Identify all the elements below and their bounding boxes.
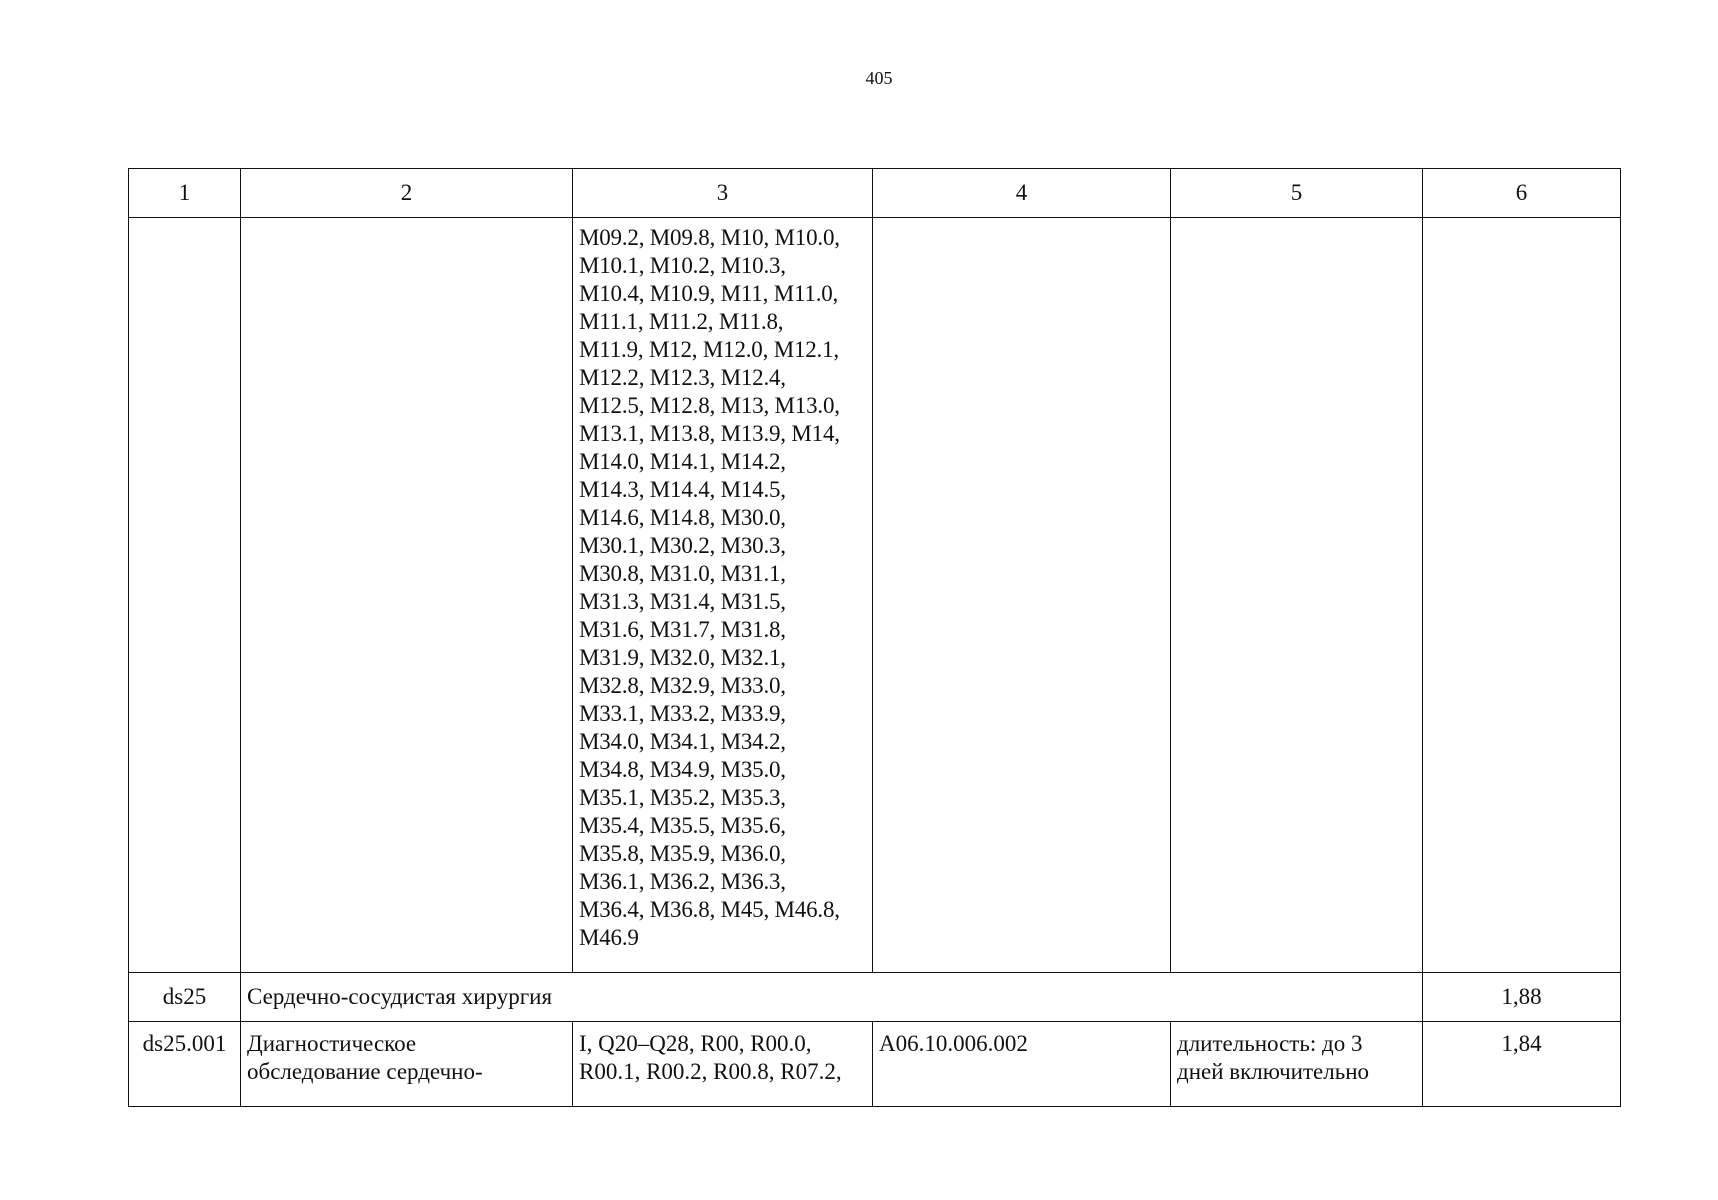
item-criteria: [1171, 1022, 1423, 1107]
diagnosis-code-line: M36.1, M36.2, M36.3,: [579, 869, 786, 894]
diagnosis-code-line: M31.6, M31.7, M31.8,: [579, 617, 786, 642]
diagnosis-code-line: M33.1, M33.2, M33.9,: [579, 701, 786, 726]
item-service-code: A06.10.006.002: [873, 1022, 1171, 1107]
table-row: [129, 1022, 1621, 1107]
diagnosis-code-line: M09.2, M09.8, M10, M10.0,: [579, 225, 840, 250]
tariff-table: [128, 168, 1621, 1107]
diagnosis-code-line: M35.8, M35.9, M36.0,: [579, 841, 786, 866]
empty-cell: [873, 218, 1171, 973]
column-header-3: 3: [573, 169, 873, 218]
section-name: Сердечно-сосудистая хирургия: [241, 973, 1423, 1022]
diagnosis-codes-cell: [573, 218, 873, 973]
section-row: [129, 973, 1621, 1022]
diagnosis-codes-list: [579, 224, 866, 952]
diagnosis-code-line: M11.1, M11.2, M11.8,: [579, 309, 784, 334]
item-diagnosis-line: R00.1, R00.2, R00.8, R07.2,: [579, 1059, 842, 1084]
item-name-line: Диагностическое: [247, 1031, 417, 1056]
item-criteria-line: длительность: до 3: [1177, 1031, 1363, 1056]
diagnosis-code-line: M31.3, M31.4, M31.5,: [579, 589, 786, 614]
empty-cell: [241, 218, 573, 973]
diagnosis-code-line: M36.4, M36.8, M45, M46.8,: [579, 897, 840, 922]
column-header-6: 6: [1423, 169, 1621, 218]
item-diagnosis-line: I, Q20–Q28, R00, R00.0,: [579, 1031, 812, 1056]
section-coefficient: 1,88: [1423, 973, 1621, 1022]
diagnosis-code-line: M12.2, M12.3, M12.4,: [579, 365, 786, 390]
empty-cell: [129, 218, 241, 973]
diagnosis-code-line: M14.3, M14.4, M14.5,: [579, 477, 786, 502]
diagnosis-code-line: M46.9: [579, 925, 639, 950]
diagnosis-code-line: M10.1, M10.2, M10.3,: [579, 253, 786, 278]
diagnosis-code-line: M14.0, M14.1, M14.2,: [579, 449, 786, 474]
item-code: ds25.001: [129, 1022, 241, 1107]
diagnosis-code-line: M13.1, M13.8, M13.9, M14,: [579, 421, 840, 446]
diagnosis-code-line: M34.8, M34.9, M35.0,: [579, 757, 786, 782]
diagnosis-code-line: M35.1, M35.2, M35.3,: [579, 785, 786, 810]
item-criteria-line: дней включительно: [1177, 1059, 1370, 1084]
empty-cell: [1423, 218, 1621, 973]
diagnosis-code-line: M30.1, M30.2, M30.3,: [579, 533, 786, 558]
empty-cell: [1171, 218, 1423, 973]
table-row: [129, 218, 1621, 973]
diagnosis-code-line: M12.5, M12.8, M13, M13.0,: [579, 393, 840, 418]
section-code: ds25: [129, 973, 241, 1022]
column-header-5: 5: [1171, 169, 1423, 218]
diagnosis-code-line: M14.6, M14.8, M30.0,: [579, 505, 786, 530]
diagnosis-code-line: M10.4, M10.9, M11, M11.0,: [579, 281, 839, 306]
page-number: 405: [865, 68, 893, 88]
diagnosis-code-line: M32.8, M32.9, M33.0,: [579, 673, 786, 698]
column-header-4: 4: [873, 169, 1171, 218]
diagnosis-code-line: M35.4, M35.5, M35.6,: [579, 813, 786, 838]
item-name-line: обследование сердечно-: [247, 1059, 483, 1084]
diagnosis-code-line: M31.9, M32.0, M32.1,: [579, 645, 786, 670]
item-name: [241, 1022, 573, 1107]
diagnosis-code-line: M30.8, M31.0, M31.1,: [579, 561, 786, 586]
table-header-row: [129, 169, 1621, 218]
column-header-1: 1: [129, 169, 241, 218]
item-diagnosis-codes: [573, 1022, 873, 1107]
diagnosis-code-line: M11.9, M12, M12.0, M12.1,: [579, 337, 839, 362]
item-coefficient: 1,84: [1423, 1022, 1621, 1107]
diagnosis-code-line: M34.0, M34.1, M34.2,: [579, 729, 786, 754]
column-header-2: 2: [241, 169, 573, 218]
